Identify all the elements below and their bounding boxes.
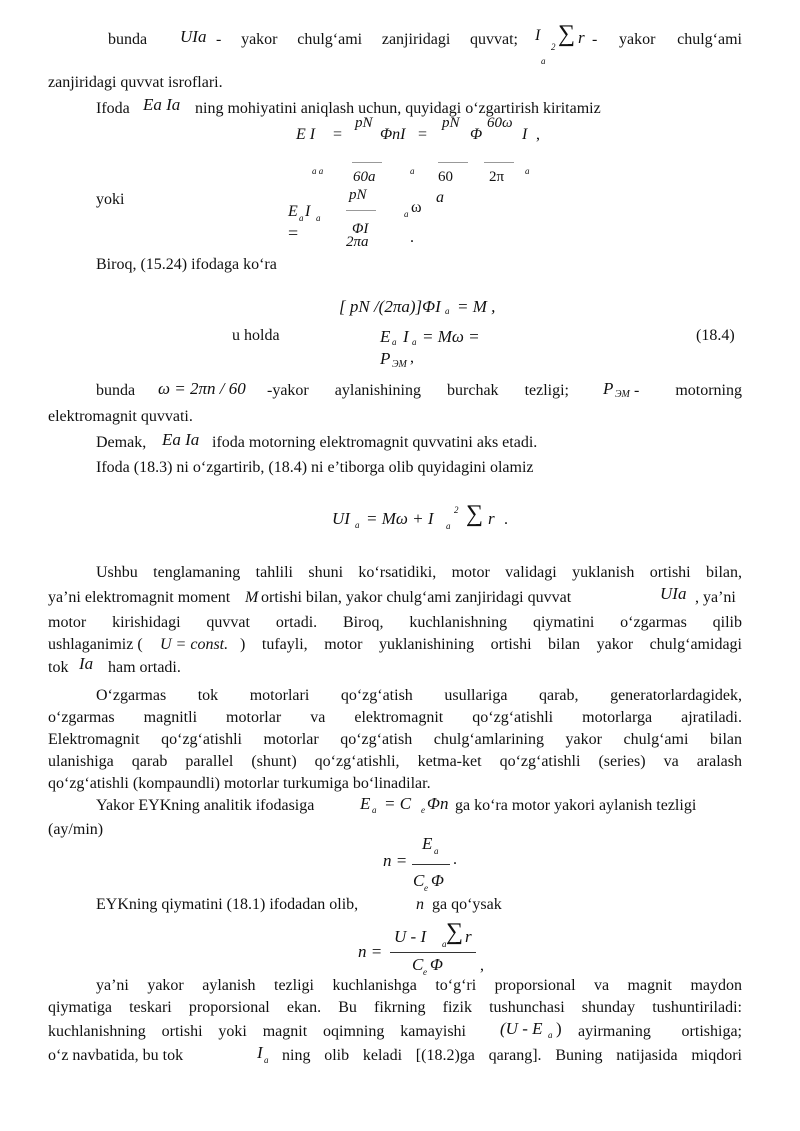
p9-line2: o‘zgarmas magnitli motorlar va elektromagnit qo‘zg‘atishli motorlarga ajratiladi. (48, 709, 742, 726)
p3-sub-a: a (299, 213, 304, 223)
eq4-u: UI (332, 509, 350, 528)
p3-frac-line (346, 210, 376, 211)
eq6-densub: e (423, 967, 427, 977)
eq3-sub: a (392, 337, 397, 347)
eq1-sub-a2: a (525, 166, 530, 176)
formula-omega: ω = 2πn / 60 (158, 379, 246, 398)
eq6-num: U - I (394, 927, 427, 946)
p12-i-sub: a (264, 1055, 269, 1065)
p12-u-e: (U - E (500, 1019, 543, 1038)
p12-line1: ya’ni yakor aylanish tezligi kuchlanishga to‘g‘ri proporsional va magnit maydon (96, 977, 742, 994)
p11-text1: EYKning qiymatini (18.1) ifodadan olib, (96, 896, 359, 913)
eq6-comma: , (480, 957, 484, 974)
p3-sub-a-2: a (316, 213, 321, 223)
eq5-n: n = (383, 851, 408, 870)
eq4-r: r (488, 509, 495, 528)
eq4-sub2: a (446, 521, 451, 531)
eq2-sub: a (445, 306, 450, 316)
eq1-pn1: pN (355, 115, 373, 131)
eq5-den2: Φ (431, 871, 444, 890)
formula-eaia: Ea Ia (143, 95, 181, 114)
text-uholda: u holda (232, 327, 280, 344)
p3-dot: . (410, 229, 414, 246)
equation-number: (18.4) (696, 327, 735, 344)
eq3-psub: ЭМ (392, 359, 407, 370)
p8-line5a: tok (48, 659, 69, 676)
eq1-den2: 60 (438, 169, 453, 185)
eq3-i: I (403, 327, 409, 346)
eq3-e: E (380, 327, 391, 346)
p3-pn: pN (349, 187, 367, 203)
p8-line2d: , ya’ni (695, 589, 736, 606)
eq6-frac-line (390, 952, 476, 953)
eq5-num: E (422, 834, 433, 853)
p9-line4: ulanishiga qarab parallel (shunt) qo‘zg‘atishli, ketma-ket qo‘zg‘atishli (series) va aralash (48, 753, 742, 770)
text-p6-end: ifoda motorning elektromagnit quvvatini aks etadi. (212, 434, 538, 451)
p10-text1: Yakor EYKning analitik ifodasiga (96, 797, 315, 814)
p8-line3: motor kirishidagi quvvat ortadi. Biroq, kuchlanishning qiymatini o‘zgarmas qilib (48, 614, 742, 631)
p10-sub: a (372, 805, 377, 815)
eq6-sigma: ∑ (446, 919, 464, 945)
p10-c: = C (384, 794, 412, 813)
eq1-frac-line-2 (438, 162, 468, 163)
p12-i: I (257, 1043, 263, 1062)
eq1-phin: ΦnI (380, 126, 406, 143)
eq1-lhs: E I (296, 126, 316, 143)
p9-line1: O‘zgarmas tok motorlari qo‘zg‘atish usullariga qarab, generatorlardagidek, (96, 687, 742, 704)
eq5-frac-line (412, 864, 450, 865)
p3-sub-a3: a (404, 209, 409, 219)
p11-n: n (416, 896, 424, 913)
eq1-den3: 2π (489, 169, 505, 185)
p8-line4b: ) tufayli, motor yuklanishining ortishi bilan yakor chulg‘amidagi (240, 636, 742, 653)
eq3-p: P (380, 349, 391, 368)
eq6-den2: Φ (430, 955, 443, 974)
p10-phin: Φn (427, 794, 449, 813)
p3-i: I (305, 203, 311, 220)
eq5-numsub: a (434, 846, 439, 856)
eq3-rest: = Mω = (422, 327, 480, 346)
eq6-den: C (412, 955, 424, 974)
p3-omega: ω (411, 199, 422, 216)
text-p5-end: - motorning (634, 382, 742, 399)
text-p2-end: ning mohiyatini aniqlash uchun, quyidagi o‘zgartirish kiritamiz (195, 100, 601, 117)
eq6-numsub: a (442, 939, 447, 949)
eq4-sub: a (355, 520, 360, 530)
eq1-comma: , (536, 126, 540, 143)
text-p5-cont: elektromagnit quvvati. (48, 408, 193, 425)
eq1-phi: Φ (470, 126, 483, 143)
text-p1-cont: zanjiridagi quvvat isroflari. (48, 74, 223, 91)
p10-e: E (360, 794, 371, 813)
formula-r: r (578, 28, 585, 47)
text-p1-end: - yakor chulg‘ami (592, 31, 742, 48)
p12-line4b: ning olib keladi [(18.2)ga qarang]. Buning natijasida miqdori (282, 1047, 742, 1064)
formula-psub: ЭМ (615, 389, 630, 400)
eq1-equals: = (333, 126, 343, 143)
p8-line2m: M (245, 589, 259, 606)
eq3-sub-2: a (412, 337, 417, 347)
p8-line5b: ham ortadi. (108, 659, 181, 676)
text-bunda: bunda (108, 31, 148, 48)
p10-text2: ga ko‘ra motor yakori aylanish tezligi (455, 797, 697, 814)
p9-line5: qo‘zg‘atishli (kompaundli) motorlar turkumiga bo‘linadilar. (48, 775, 431, 792)
formula-sub-a: a (541, 56, 546, 66)
eq6-n: n = (358, 942, 383, 961)
p3-equals: = (288, 223, 299, 243)
p8-uia: UIa (660, 584, 687, 603)
p12-sub-a: a (548, 1030, 553, 1040)
text-p6-start: Demak, (96, 434, 147, 451)
p8-line1: Ushbu tenglamaning tahlili shuni ko‘rsatidiki, motor validagi yuklanish ortishi bilan, (96, 564, 742, 581)
eq2-rest: = M , (457, 297, 496, 316)
text-p5-mid: -yakor aylanishining burchak tezligi; (267, 382, 569, 399)
text-p5-bunda: bunda (96, 382, 136, 399)
p8-line2b: ortishi bilan, yakor chulg‘ami zanjiridagi quvvat (261, 589, 572, 606)
p3-phii: ΦI (352, 221, 369, 237)
p3-den: 2πa (346, 234, 369, 250)
eq5-densub: e (424, 883, 428, 893)
formula-sup2: 2 (551, 42, 556, 52)
p8-line4a: ushlaganimiz ( (48, 636, 143, 653)
p3-a: a (436, 189, 444, 206)
formula-eaia-2: Ea Ia (162, 430, 200, 449)
p9-line3: Elektromagnit qo‘zg‘atishli motorlar qo‘zg‘atish chulg‘amlarining yakor chulg‘ami bilan (48, 731, 742, 748)
p12-paren: ) (556, 1019, 562, 1038)
p8-line2a: ya’ni elektromagnit moment (48, 589, 231, 606)
p12-line3a: kuchlanishning ortishi yoki magnit oqimning kamayishi (48, 1023, 466, 1040)
p11-text2: ga qo‘ysak (432, 896, 502, 913)
eq5-dot: . (453, 851, 457, 868)
eq1-60w: 60ω (487, 115, 513, 131)
p10-sube: e (421, 805, 425, 815)
eq6-r: r (465, 927, 472, 946)
p8-ia: Ia (79, 654, 94, 673)
eq1-sub-aa: a a (312, 166, 324, 176)
text-p1-mid: - yakor chulg‘ami zanjiridagi quvvat; (216, 31, 518, 48)
eq4-dot: . (504, 511, 508, 528)
text-p7: Ifoda (18.3) ni o‘zgartirib, (18.4) ni e’tiborga olib quyidagini olamiz (96, 459, 534, 476)
eq5-den: C (413, 871, 425, 890)
eq4-sigma: ∑ (466, 501, 484, 527)
text-biroq: Biroq, (15.24) ifodaga ko‘ra (96, 256, 277, 273)
p12-line3b: ayirmaning ortishiga; (578, 1023, 742, 1040)
text-p2-start: Ifoda (96, 100, 130, 117)
eq1-den1: 60a (353, 169, 376, 185)
eq1-frac-line-1 (352, 162, 382, 163)
p12-line2: qiymatiga teskari proporsional ekan. Bu fikrning fizik tushunchasi shunday tushuntiriladi: (48, 999, 742, 1016)
p8-line4u: U = const. (160, 636, 229, 653)
eq3-comma: , (410, 349, 414, 366)
formula-uia: UIa (180, 27, 207, 46)
eq1-pn2: pN (442, 115, 460, 131)
eq1-frac-line-3 (484, 162, 514, 163)
eq1-i: I (522, 126, 528, 143)
formula-i: I (535, 27, 541, 44)
p10-text3: (ay/min) (48, 821, 104, 838)
eq4-rest: = Mω + I (366, 509, 434, 528)
eq1-equals-2: = (418, 126, 428, 143)
eq2-main: [ pN /(2πa)]ΦI (339, 297, 441, 316)
eq4-sup: 2 (454, 505, 459, 515)
eq1-sub-a1: a (410, 166, 415, 176)
formula-p: P (603, 379, 614, 398)
sigma-symbol: ∑ (558, 21, 576, 47)
text-yoki: yoki (96, 191, 125, 208)
p3-e: E (288, 203, 298, 220)
p12-line4a: o‘z navbatida, bu tok (48, 1047, 184, 1064)
